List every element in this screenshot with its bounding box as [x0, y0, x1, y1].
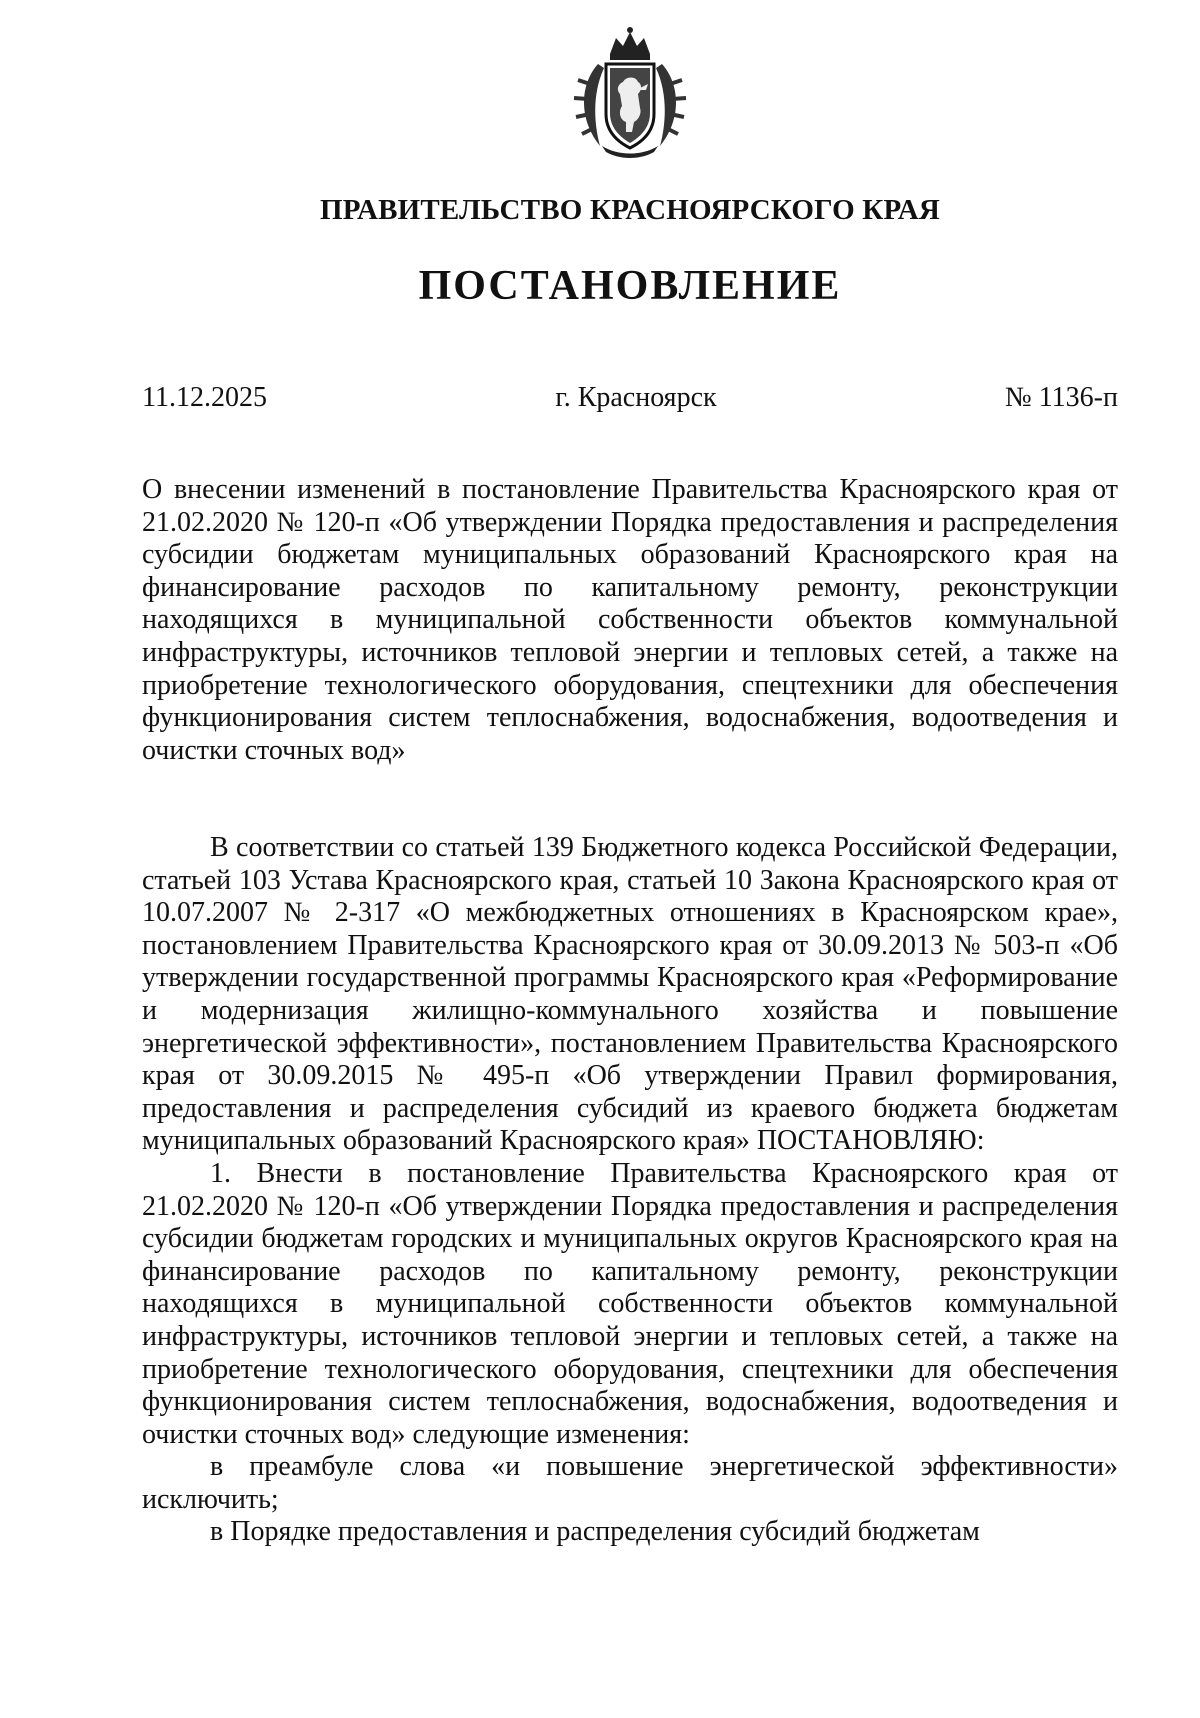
- krasnoyarsk-coat-of-arms-icon: [568, 24, 692, 158]
- body-paragraph: В соответствии со статьей 139 Бюджетного кодекса Российской Федерации, статьей 103 Устава Красноярского края, статьей 10 Закона Красноярского края от 10.07.2007 № 2-317 «О межбюджетных отношениях в Красноярском крае», постановлением Правительства Красноярского края от 30.09.2013 № 503-п «Об утверждении государственной программы Красноярского края «Реформирование и модернизация жилищно-коммунального хозяйства и повышение энергетической эффективности», постановлением Правительства Красноярского края от 30.09.2015 № 495-п «Об утверждении Правил формирования, предоставления и распределения субсидий из краевого бюджета бюджетам муниципальных образований Красноярского края» ПОСТАНОВЛЯЮ:: [142, 832, 1118, 1157]
- body-paragraph: 1. Внести в постановление Правительства Красноярского края от 21.02.2020 № 120-п «Об утверждении Порядка предоставления и распределения субсидии бюджетам городских и муниципальных округов Красноярского края на финансирование расходов по капитальному ремонту, реконструкции находящихся в муниципальной собственности объектов коммунальной инфраструктуры, источников тепловой энергии и тепловых сетей, а также на приобретение технологического оборудования, спецтехники для обеспечения функционирования систем теплоснабжения, водоснабжения, водоотведения и очистки сточных вод» следующие изменения:: [142, 1157, 1118, 1450]
- body-paragraph: в преамбуле слова «и повышение энергетической эффективности» исключить;: [142, 1451, 1118, 1515]
- document-city: г. Красноярск: [555, 382, 717, 413]
- document-type-title: ПОСТАНОВЛЕНИЕ: [418, 263, 842, 309]
- document-meta-row: [142, 382, 1118, 414]
- document-subject: О внесении изменений в постановление Правительства Красноярского края от 21.02.2020 № 120-п «Об утверждении Порядка предоставления и распределения субсидии бюджетам муниципальных образований Красноярского края на финансирование расходов по капитальному ремонту, реконструкции находящихся в муниципальной собственности объектов коммунальной инфраструктуры, источников тепловой энергии и тепловых сетей, а также на приобретение технологического оборудования, спецтехники для обеспечения функционирования систем теплоснабжения, водоснабжения, водоотведения и очистки сточных вод»: [142, 474, 1118, 766]
- government-name: ПРАВИТЕЛЬСТВО КРАСНОЯРСКОГО КРАЯ: [319, 194, 941, 226]
- document-number: № 1136-п: [1005, 382, 1118, 413]
- document-body: [142, 832, 1118, 1549]
- body-paragraph: в Порядке предоставления и распределения субсидий бюджетам: [210, 1516, 980, 1548]
- document-date: 11.12.2025: [142, 382, 267, 413]
